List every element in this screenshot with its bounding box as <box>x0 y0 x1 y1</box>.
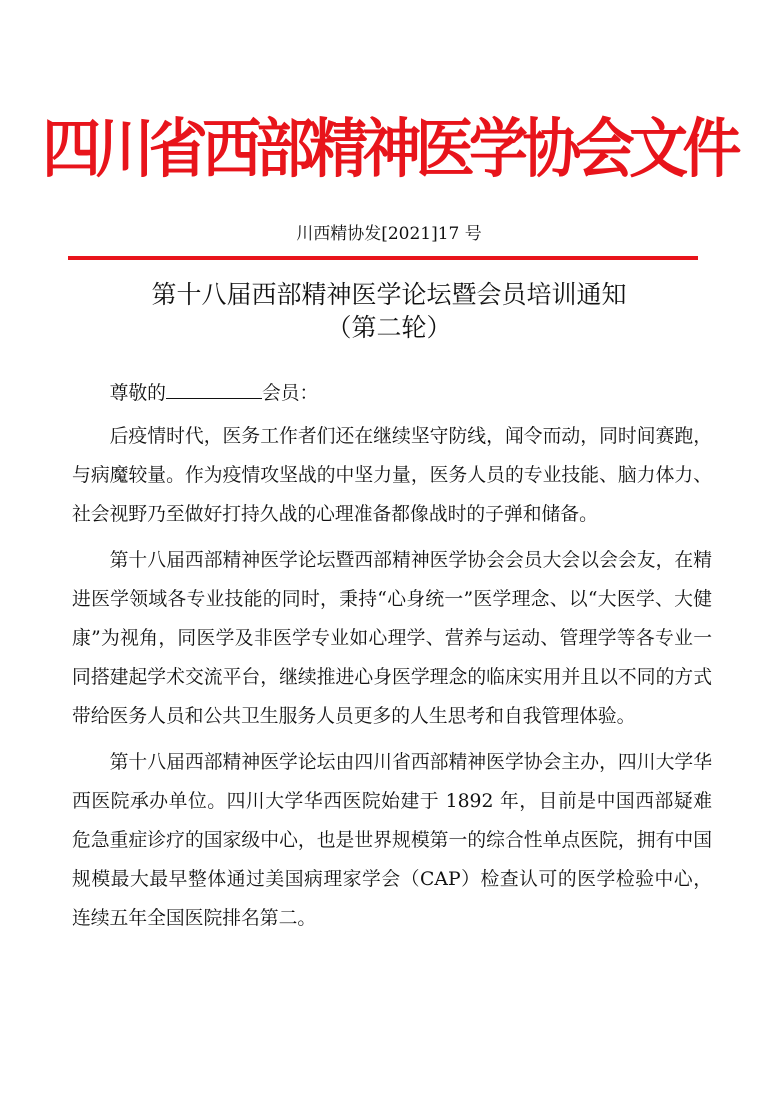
notice-body <box>72 374 712 945</box>
salutation-suffix: 会员： <box>261 383 319 404</box>
body-paragraph-3: 第十八届西部精神医学论坛由四川省西部精神医学协会主办，四川大学华西医院承办单位。四川大学华西医院始建于 1892 年，目前是中国西部疑难危急重症诊疗的国家级中心，也是世界规模第一的综合性单点医院，拥有中国规模最大最早整体通过美国病理家学会（CAP）检查认可的医学检验中心，连续五年全国医院排名第二。 <box>72 752 712 929</box>
salutation <box>72 374 712 413</box>
body-paragraph-2: 第十八届西部精神医学论坛暨西部精神医学协会会员大会以会会友，在精进医学领域各专业技能的同时，秉持“心身统一”医学理念、以“大医学、大健康”为视角，同医学及非医学专业如心理学、营养与运动、管理学等各专业一同搭建起学术交流平台，继续推进心身医学理念的临床实用并且以不同的方式带给医务人员和公共卫生服务人员更多的人生思考和自我管理体验。 <box>72 550 712 727</box>
notice-title <box>0 278 778 344</box>
body-paragraph-1: 后疫情时代，医务工作者们还在继续坚守防线，闻令而动，同时间赛跑，与病魔较量。作为疫情攻坚战的中坚力量，医务人员的专业技能、脑力体力、社会视野乃至做好打持久战的心理准备都像战时的子弹和储备。 <box>72 426 712 525</box>
red-divider-rule <box>68 256 698 260</box>
masthead-title: 四川省西部精神医学协会文件 <box>42 112 736 187</box>
notice-title-line1: 第十八届西部精神医学论坛暨会员培训通知 <box>151 280 627 309</box>
salutation-blank-line <box>166 380 262 399</box>
salutation-prefix: 尊敬的 <box>109 383 166 404</box>
notice-title-line2: （第二轮） <box>326 313 452 342</box>
document-number: 川西精协发[2021]17 号 <box>296 224 482 244</box>
